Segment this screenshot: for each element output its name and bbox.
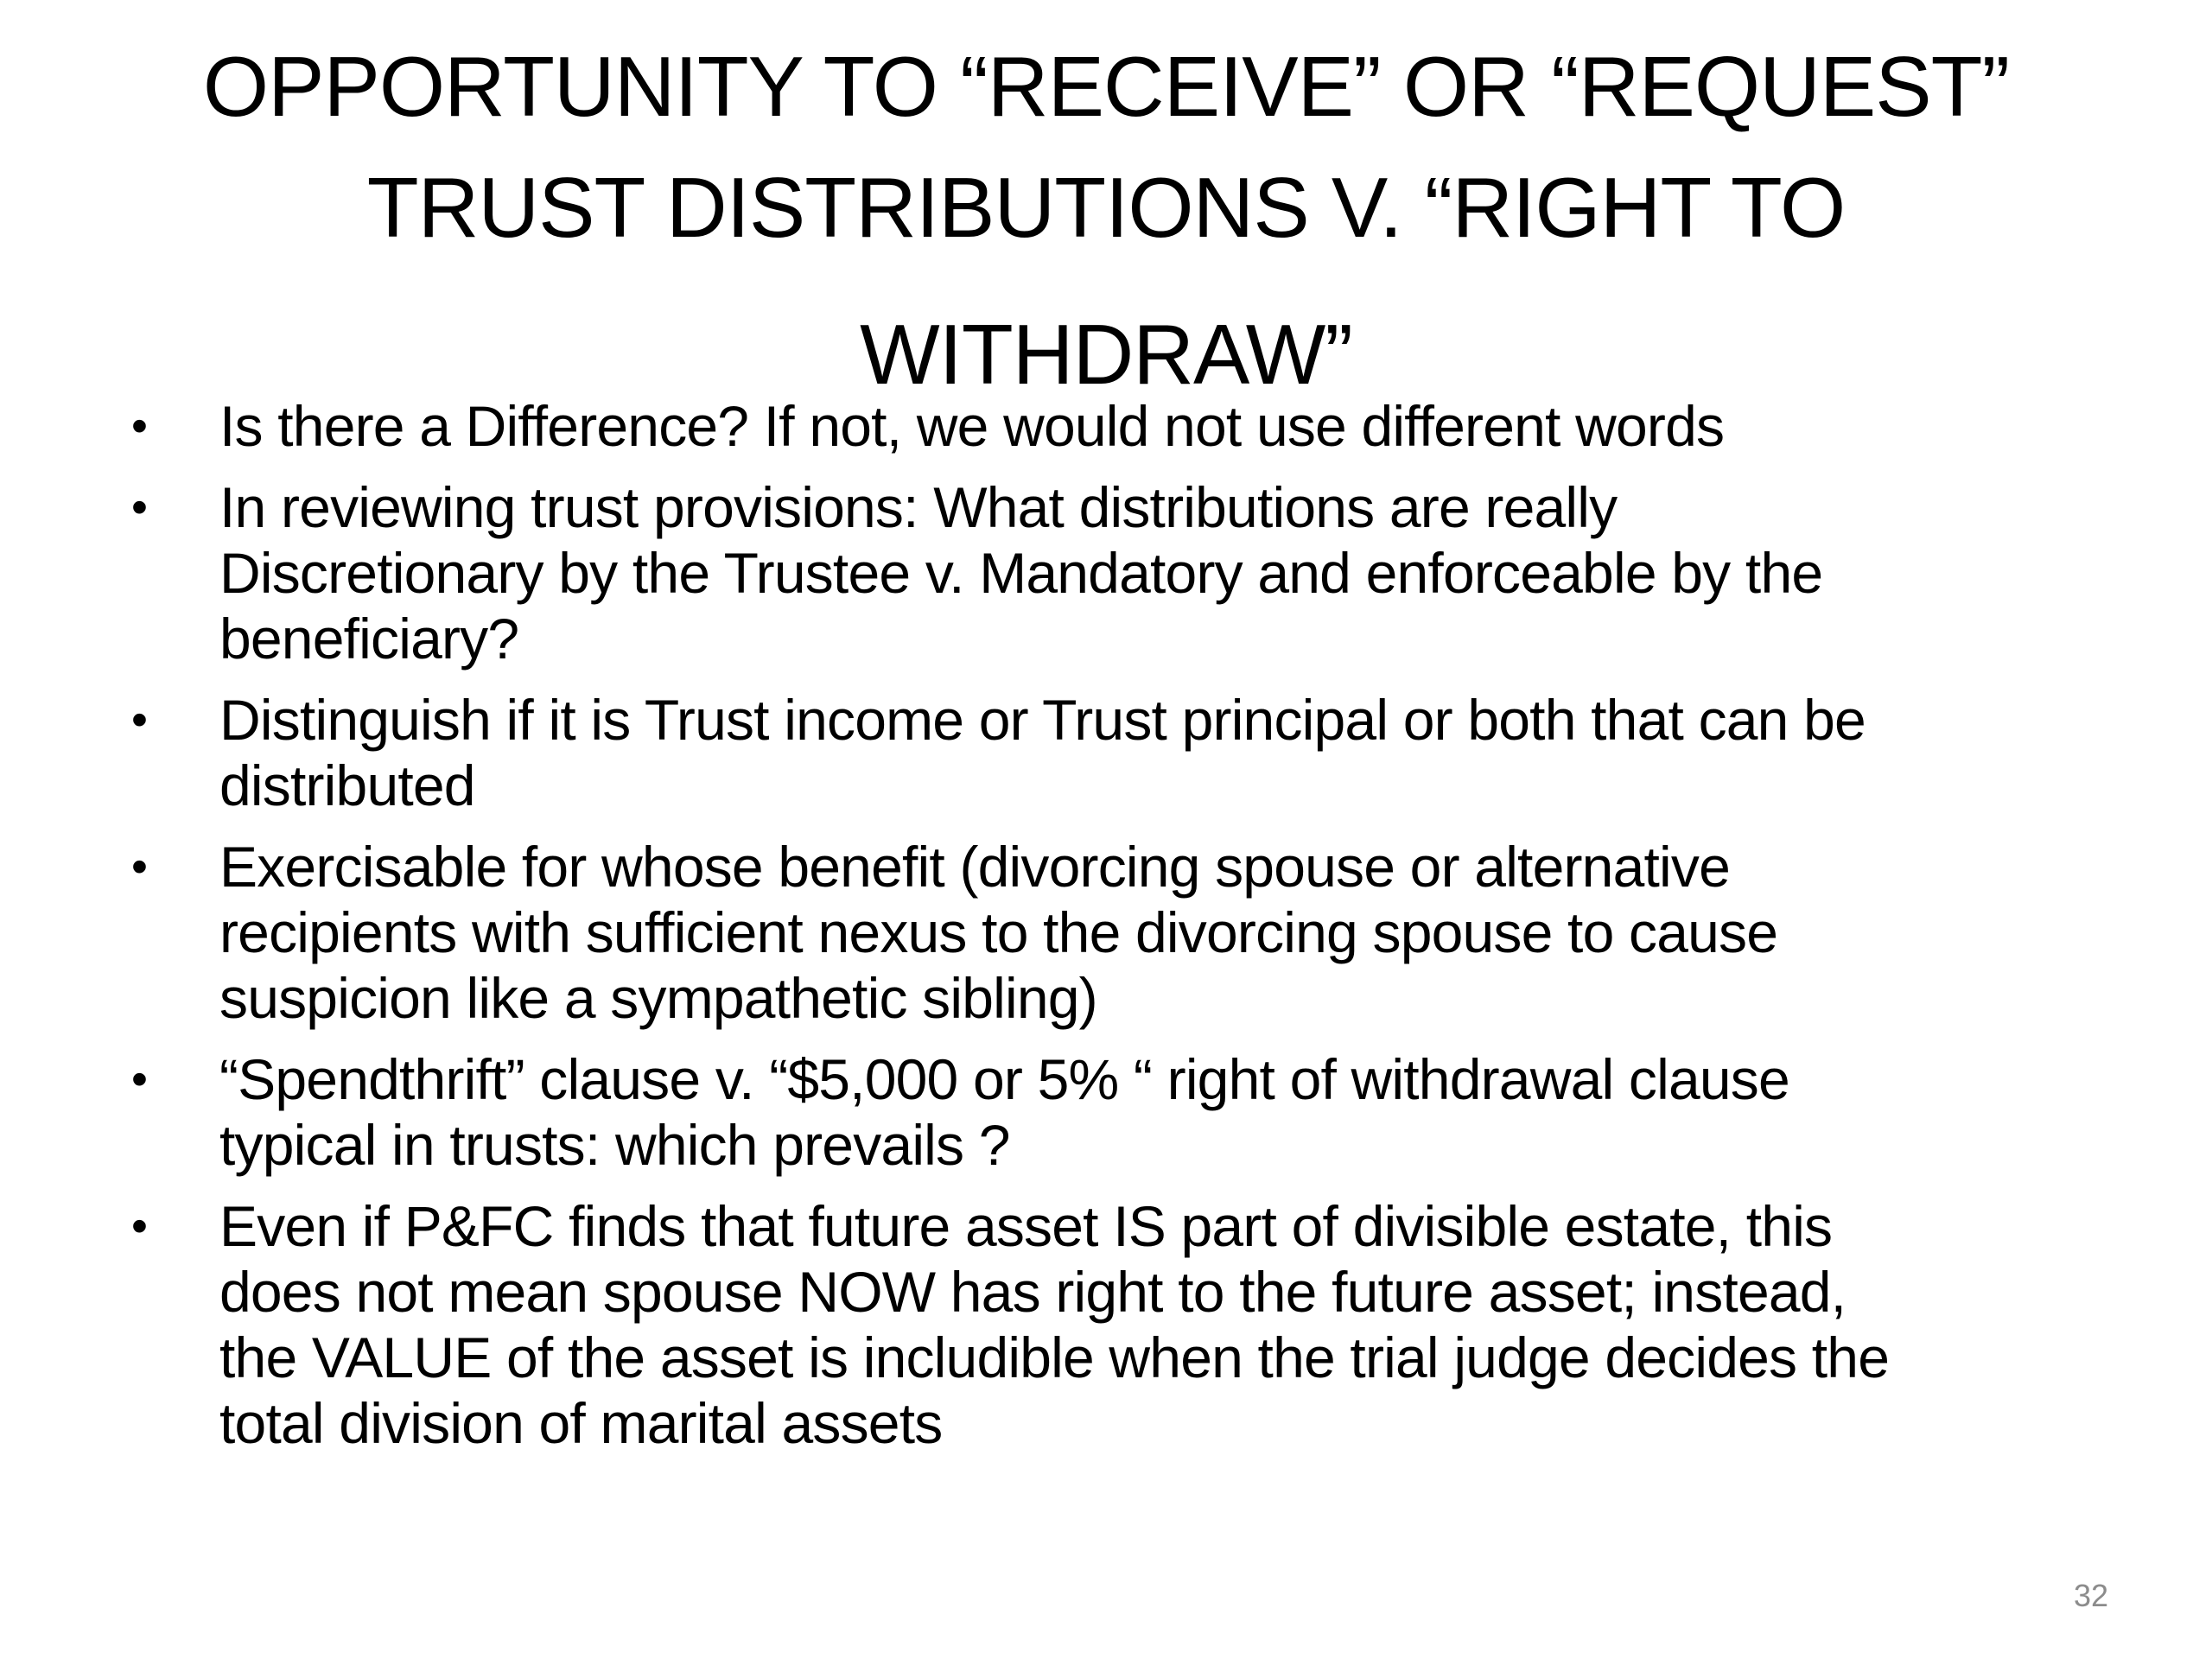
bullet-line: total division of marital assets <box>219 1391 943 1455</box>
bullet-line: recipients with sufficient nexus to the divorcing spouse to cause <box>219 900 1778 964</box>
bullet-item <box>130 1046 2108 1178</box>
bullet-dot-icon: • <box>131 1053 148 1105</box>
bullet-line: “Spendthrift” clause v. “$5,000 or 5% “ right of withdrawal clause <box>219 1047 1789 1111</box>
bullet-dot-icon: • <box>131 694 148 746</box>
bullet-line: distributed <box>219 753 475 817</box>
bullet-line: Exercisable for whose benefit (divorcing spouse or alternative <box>219 835 1730 899</box>
bullet-line: Is there a Difference? If not, we would not use different words <box>219 394 1725 458</box>
bullet-line: Even if P&FC finds that future asset IS part of divisible estate, this <box>219 1194 1833 1258</box>
bullet-line: suspicion like a sympathetic sibling) <box>219 966 1097 1030</box>
bullet-item <box>130 393 2108 459</box>
bullet-list <box>130 393 2108 1471</box>
bullet-dot-icon: • <box>131 1200 148 1252</box>
bullet-line: In reviewing trust provisions: What distributions are really <box>219 475 1618 539</box>
slide-title-line: TRUST DISTRIBUTIONS V. “RIGHT TO <box>366 160 1846 255</box>
bullet-item <box>130 687 2108 818</box>
bullet-line: beneficiary? <box>219 607 519 671</box>
slide-title-line: WITHDRAW” <box>860 307 1352 402</box>
bullet-item <box>130 1193 2108 1456</box>
bullet-dot-icon: • <box>131 481 148 533</box>
bullet-line: Discretionary by the Trustee v. Mandatory and enforceable by the <box>219 541 1823 605</box>
bullet-line: does not mean spouse NOW has right to the future asset; instead, <box>219 1260 1847 1324</box>
bullet-line: Distinguish if it is Trust income or Trust principal or both that can be <box>219 688 1866 752</box>
page-number: 32 <box>2073 1578 2108 1613</box>
bullet-line: the VALUE of the asset is includible when the trial judge decides the <box>219 1325 1890 1389</box>
bullet-item <box>130 474 2108 671</box>
bullet-line: typical in trusts: which prevails ? <box>219 1113 1010 1177</box>
slide-title-line: OPPORTUNITY TO “RECEIVE” OR “REQUEST” <box>202 39 2010 134</box>
bullet-item <box>130 834 2108 1031</box>
bullet-dot-icon: • <box>131 841 148 893</box>
slide-title <box>156 26 2056 415</box>
bullet-dot-icon: • <box>131 400 148 452</box>
